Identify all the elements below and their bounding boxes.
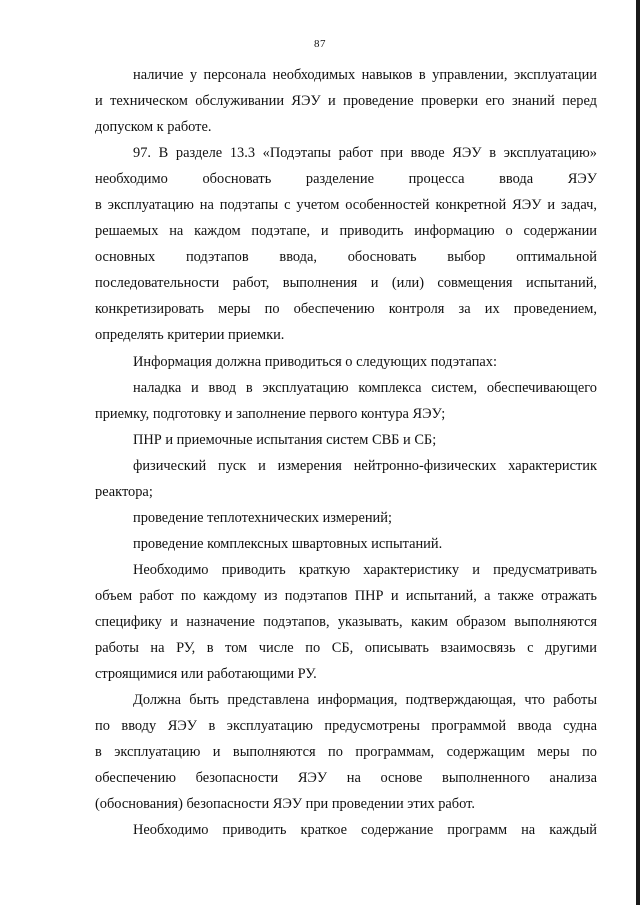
document-body — [95, 62, 597, 843]
text-line: в эксплуатацию на подэтапы с учетом особенностей конкретной ЯЭУ и задач, — [95, 197, 597, 214]
text-line: допуском к работе. — [95, 119, 212, 136]
text-line: основных подэтапов ввода, обосновать выбор оптимальной — [95, 249, 597, 266]
text-line: работы на РУ, в том числе по СБ, описывать взаимосвязь с другими — [95, 640, 597, 657]
text-line: специфику и назначение подэтапов, указывать, каким образом выполняются — [95, 613, 597, 630]
text-line: определять критерии приемки. — [95, 327, 285, 344]
text-line: Должна быть представлена информация, подтверждающая, что работы — [133, 692, 597, 709]
text-line: реактора; — [95, 483, 153, 500]
text-line: проведение комплексных швартовных испытаний. — [133, 535, 443, 552]
text-line: обеспечению безопасности ЯЭУ на основе выполненного анализа — [95, 770, 597, 787]
scan-edge — [636, 0, 640, 905]
text-line: конкретизировать меры по обеспечению контроля за их проведением, — [95, 301, 597, 318]
text-line: (обоснования) безопасности ЯЭУ при проведении этих работ. — [95, 796, 475, 813]
text-line: в эксплуатацию и выполняются по программам, содержащим меры по — [95, 744, 597, 761]
text-line: 97. В разделе 13.3 «Подэтапы работ при вводе ЯЭУ в эксплуатацию» — [133, 145, 597, 162]
text-line: приемку, подготовку и заполнение первого контура ЯЭУ; — [95, 405, 446, 422]
text-line: объем работ по каждому из подэтапов ПНР и испытаний, а также отражать — [95, 587, 597, 604]
text-line: Необходимо приводить краткое содержание программ на каждый — [133, 822, 597, 839]
text-line: по вводу ЯЭУ в эксплуатацию предусмотрены программой ввода судна — [95, 718, 597, 735]
text-line: Информация должна приводиться о следующих подэтапах: — [133, 353, 497, 370]
text-line: строящимися или работающими РУ. — [95, 666, 317, 683]
text-line: ПНР и приемочные испытания систем СВБ и СБ; — [133, 431, 437, 448]
text-line: наладка и ввод в эксплуатацию комплекса систем, обеспечивающего — [133, 379, 597, 396]
text-line: и техническом обслуживании ЯЭУ и проведение проверки его знаний перед — [95, 93, 597, 110]
text-line: решаемых на каждом подэтапе, и приводить информацию о содержании — [95, 223, 597, 240]
page-number: 87 — [314, 38, 326, 50]
text-line: физический пуск и измерения нейтронно-физических характеристик — [133, 457, 597, 474]
text-line: необходимо обосновать разделение процесса ввода ЯЭУ — [95, 171, 597, 188]
text-line: проведение теплотехнических измерений; — [133, 509, 392, 526]
text-line: последовательности работ, выполнения и (или) совмещения испытаний, — [95, 275, 597, 292]
text-line: наличие у персонала необходимых навыков в управлении, эксплуатации — [133, 67, 597, 83]
text-line: Необходимо приводить краткую характеристику и предусматривать — [133, 561, 597, 578]
